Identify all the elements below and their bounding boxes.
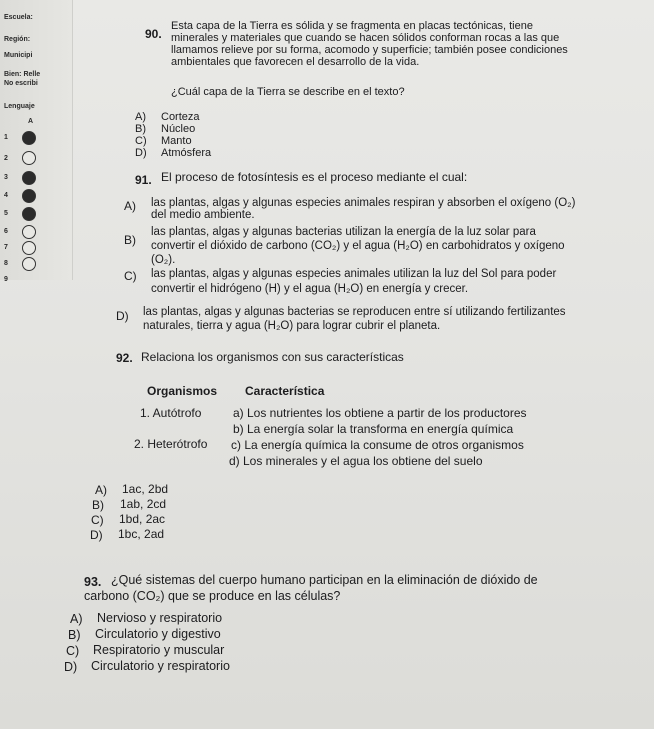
answer-bubble[interactable] <box>22 241 36 255</box>
sheet-row-number: 6 <box>4 228 8 235</box>
sheet-row-number: 3 <box>4 174 8 181</box>
answer-bubble[interactable] <box>22 225 36 239</box>
q92-option-letter[interactable]: C) <box>91 513 104 527</box>
q92-option-letter[interactable]: B) <box>92 498 104 512</box>
q91-option-text: las plantas, algas y algunas bacterias utilizan la energía de la luz solar para <box>151 226 536 238</box>
q92-organismo: 2. Heterótrofo <box>134 437 208 451</box>
q92-caracteristica: b) La energía solar la transforma en energía química <box>233 422 514 436</box>
q91-number: 91. <box>135 173 152 187</box>
q90-number: 90. <box>145 27 162 41</box>
q90-option-letter[interactable]: A) <box>135 111 146 123</box>
q91-option-text: las plantas, algas y algunas especies animales utilizan la luz del Sol para poder <box>151 268 557 280</box>
sheet-label-escuela: Escuela: <box>4 14 33 21</box>
sheet-label-lenguaje: Lenguaje <box>4 103 35 110</box>
q92-caracteristica: d) Los minerales y el agua los obtiene del suelo <box>229 454 483 468</box>
sheet-column-letter: A <box>28 118 34 125</box>
q93-option-letter[interactable]: A) <box>70 612 83 626</box>
q91-option-letter[interactable]: D) <box>116 309 129 323</box>
q93-number: 93. <box>84 575 102 589</box>
sheet-row-number: 9 <box>4 276 8 283</box>
q90-option-text: Núcleo <box>161 123 196 135</box>
q90-option-text: Atmósfera <box>161 147 212 159</box>
q93-option-letter[interactable]: B) <box>68 628 81 642</box>
sheet-label-region: Región: <box>4 36 31 43</box>
answer-sheet-strip <box>0 0 73 283</box>
q92-option-text: 1bd, 2ac <box>119 512 166 526</box>
sheet-row-number: 1 <box>4 134 8 141</box>
answer-bubble[interactable] <box>22 171 36 185</box>
q91-option-text: naturales, tierra y agua (H₂O) para lograr cubrir el planeta. <box>143 320 441 332</box>
answer-bubble[interactable] <box>22 207 36 221</box>
q90-question: ¿Cuál capa de la Tierra se describe en el texto? <box>171 86 405 98</box>
q92-number: 92. <box>116 351 133 365</box>
q91-question: El proceso de fotosíntesis es el proceso mediante el cual: <box>161 170 468 184</box>
q90-text-line: ambientales que favorecen el desarrollo de la vida. <box>171 56 420 68</box>
q92-header-caracteristica: Característica <box>245 384 325 398</box>
q90-option-text: Manto <box>161 135 192 147</box>
q92-option-text: 1ab, 2cd <box>120 497 167 511</box>
q93-option-letter[interactable]: D) <box>64 660 78 674</box>
answer-bubble[interactable] <box>22 151 36 165</box>
q92-option-letter[interactable]: D) <box>90 528 103 542</box>
q92-caracteristica: c) La energía química la consume de otros organismos <box>231 438 524 452</box>
sheet-label-bien: Bien: Relle <box>4 71 41 78</box>
sheet-row-number: 5 <box>4 210 8 217</box>
q93-text-line: ¿Qué sistemas del cuerpo humano participan en la eliminación de dióxido de <box>111 573 538 587</box>
q93-option-letter[interactable]: C) <box>66 644 80 658</box>
q90-text-line: minerales y materiales que cuando se hacen sólidos conforman rocas a las que <box>171 32 560 44</box>
q92-organismo: 1. Autótrofo <box>140 406 202 420</box>
q93-option-text: Circulatorio y respiratorio <box>91 659 230 673</box>
q93-option-text: Nervioso y respiratorio <box>97 611 223 625</box>
q92-question: Relaciona los organismos con sus características <box>141 350 404 364</box>
q93-text-line: carbono (CO₂) que se produce en las células? <box>84 589 341 603</box>
q91-option-text: (O₂). <box>151 254 176 266</box>
q91-option-text: las plantas, algas y algunas especies animales respiran y absorben el oxígeno (O₂) <box>151 197 576 209</box>
q93-option-text: Circulatorio y digestivo <box>95 627 221 641</box>
q91-option-text: convertir el dióxido de carbono (CO₂) y el agua (H₂O) en carbohidratos y oxígeno <box>151 240 565 252</box>
q91-option-letter[interactable]: B) <box>124 233 136 247</box>
sheet-row-number: 4 <box>4 192 8 199</box>
sheet-row-number: 8 <box>4 260 8 267</box>
sheet-label-noescribir: No escribi <box>4 80 38 87</box>
sheet-label-municipio: Municipi <box>4 52 33 59</box>
q91-option-text: las plantas, algas y algunas bacterias se reproducen entre sí utilizando fertilizantes <box>143 306 566 318</box>
q92-option-text: 1ac, 2bd <box>122 482 169 496</box>
q91-option-text: del medio ambiente. <box>151 209 255 221</box>
answer-bubble[interactable] <box>22 131 36 145</box>
q92-caracteristica: a) Los nutrientes los obtiene a partir de los productores <box>233 406 527 420</box>
sheet-row-number: 7 <box>4 244 8 251</box>
q90-option-letter[interactable]: D) <box>135 147 147 159</box>
q93-option-text: Respiratorio y muscular <box>93 643 225 657</box>
q92-option-text: 1bc, 2ad <box>118 527 165 541</box>
q90-text-line: llamamos relieve por su forma, acomodo y superficie; también posee condiciones <box>171 44 568 56</box>
q92-header-organismos: Organismos <box>147 384 218 398</box>
q91-option-text: convertir el hidrógeno (H) y el agua (H₂O) en energía y crecer. <box>151 283 469 295</box>
q91-option-letter[interactable]: C) <box>124 269 137 283</box>
q92-option-letter[interactable]: A) <box>95 483 107 497</box>
sheet-row-number: 2 <box>4 155 8 162</box>
q90-option-letter[interactable]: B) <box>135 123 146 135</box>
q90-option-text: Corteza <box>161 111 200 123</box>
answer-bubble[interactable] <box>22 189 36 203</box>
answer-bubble[interactable] <box>22 257 36 271</box>
q91-option-letter[interactable]: A) <box>124 199 136 213</box>
q90-text-line: Esta capa de la Tierra es sólida y se fragmenta en placas tectónicas, tiene <box>171 20 533 32</box>
q90-option-letter[interactable]: C) <box>135 135 147 147</box>
